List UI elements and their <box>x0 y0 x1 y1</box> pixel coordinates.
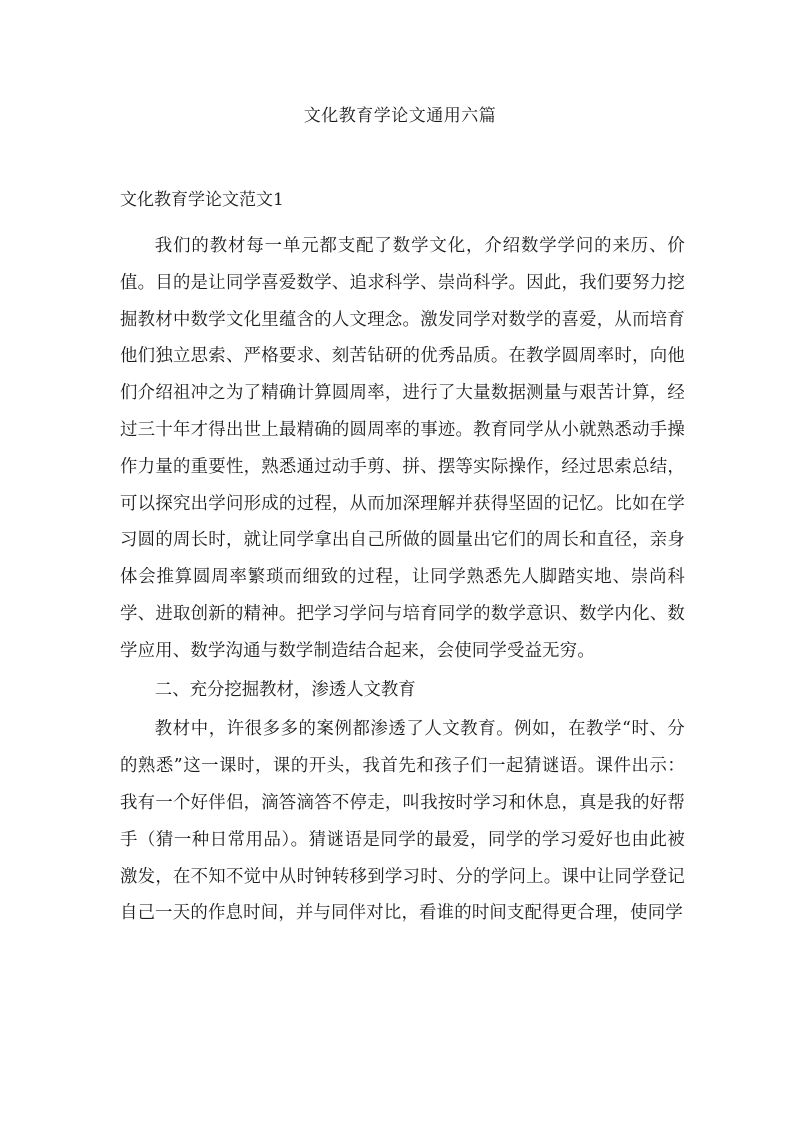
document-title: 文化教育学论文通用六篇 <box>303 106 497 126</box>
paragraph-3: 教材中，许很多多的案例都渗透了人文教育。例如，在教学“时、分的熟悉”这一课时，课的开头，我首先和孩子们一起猜谜语。课件出示：我有一个好伴侣，滴答滴答不停走，叫我按时学习和休息，真是我的好帮手（猜一种日常用品）。猜谜语是同学的最爱，同学的学习爱好也由此被激发，在不知不觉中从时钟转移到学习时、分的学问上。课中让同学登记自己一天的作息时间，并与同伴对比，看谁的时间支配得更合理，使同学 <box>120 719 685 924</box>
subheading-2: 二、充分挖掘教材，渗透人文教育 <box>154 679 416 700</box>
paragraph-1: 我们的教材每一单元都支配了数学文化，介绍数学学问的来历、价值。目的是让同学喜爱数学、追求科学、崇尚科学。因此，我们要努力挖掘教材中数学文化里蕴含的人文理念。激发同学对数学的喜爱，从而培育他们独立思索、严格要求、刻苦钻研的优秀品质。在教学圆周率时，向他们介绍祖冲之为了精确计算圆周率，进行了大量数据测量与艰苦计算，经过三十年才得出世上最精确的圆周率的事迹。教育同学从小就熟悉动手操作力量的重要性，熟悉通过动手剪、拼、摆等实际操作，经过思索总结，可以探究出学问形成的过程，从而加深理解并获得坚固的记忆。比如在学习圆的周长时，就让同学拿出自己所做的圆量出它们的周长和直径，亲身体会推算圆周率繁琐而细致的过程，让同学熟悉先人脚踏实地、崇尚科学、进取创新的精神。把学习学问与培育同学的数学意识、数学内化、数学应用、数学沟通与数学制造结合起来，会使同学受益无穷。 <box>120 236 685 661</box>
section-heading: 文化教育学论文范文1 <box>120 190 284 210</box>
document-body <box>120 228 685 932</box>
